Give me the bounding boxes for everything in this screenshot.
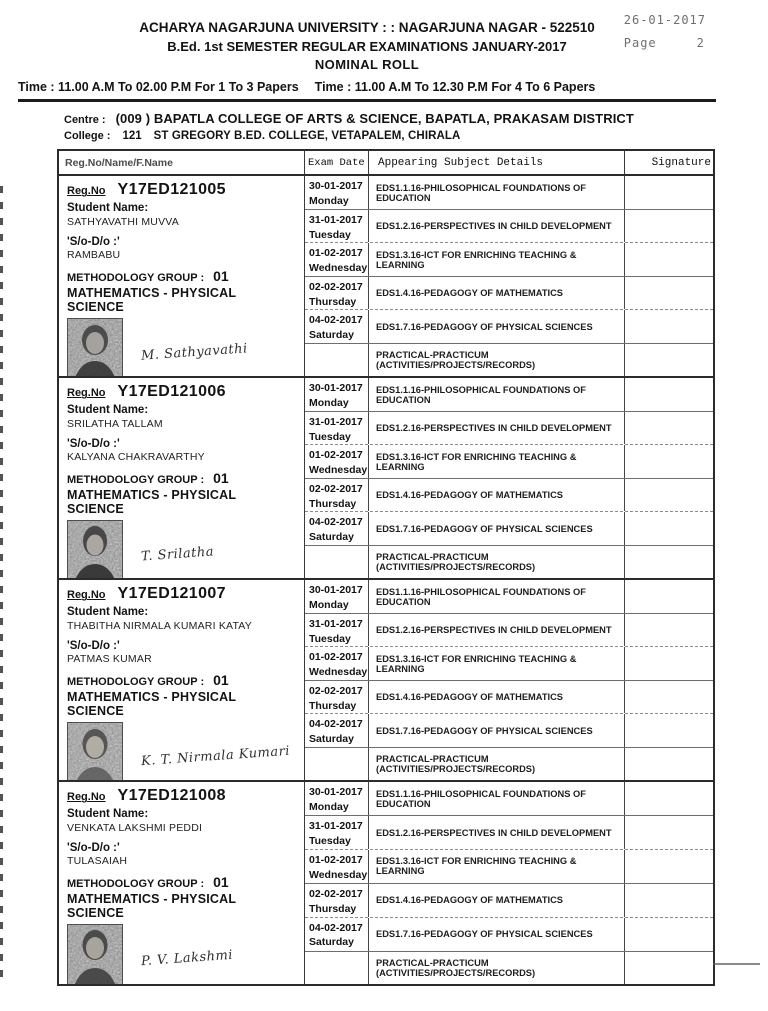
exam-date-cell bbox=[305, 748, 369, 781]
signature-cell bbox=[625, 580, 713, 613]
photo-signature-row bbox=[67, 722, 296, 780]
column-header-signature: Signature bbox=[651, 156, 711, 169]
relation-label: 'S/o-D/o :' bbox=[67, 438, 120, 451]
subject-cell: EDS1.7.16-PEDAGOGY OF PHYSICAL SCIENCES bbox=[369, 310, 625, 343]
exam-date-cell bbox=[305, 918, 369, 951]
regno-label: Reg.No bbox=[67, 185, 106, 198]
column-header-examdate: Exam Date bbox=[305, 151, 369, 174]
exam-day: Tuesday bbox=[309, 228, 351, 241]
exam-date: 01-02-2017 bbox=[309, 651, 363, 664]
exam-date: 04-02-2017 bbox=[309, 718, 363, 731]
reg-line bbox=[67, 585, 296, 603]
exam-day: Wednesday bbox=[309, 666, 368, 679]
relation-label: 'S/o-D/o :' bbox=[67, 236, 120, 249]
methodology-subjects: MATHEMATICS - PHYSICAL SCIENCE bbox=[67, 690, 236, 719]
signature-cell bbox=[625, 647, 713, 680]
student-record-row bbox=[59, 580, 713, 782]
exam-date-cell bbox=[305, 210, 369, 243]
exam-date: 02-02-2017 bbox=[309, 482, 363, 495]
subject-cell: EDS1.2.16-PERSPECTIVES IN CHILD DEVELOPMENT bbox=[369, 412, 625, 445]
exam-date-cell bbox=[305, 614, 369, 647]
signature-cell bbox=[625, 344, 713, 377]
nominal-roll-table bbox=[57, 149, 715, 986]
college-row bbox=[64, 130, 768, 142]
subject-cell: PRACTICAL-PRACTICUM (ACTIVITIES/PROJECTS/RECORDS) bbox=[369, 748, 625, 781]
exam-row bbox=[305, 714, 713, 748]
student-name-value: SATHYAVATHI MUVVA bbox=[67, 216, 179, 229]
subject-cell: EDS1.2.16-PERSPECTIVES IN CHILD DEVELOPMENT bbox=[369, 614, 625, 647]
exam-day: Monday bbox=[309, 195, 349, 208]
exam-date-cell bbox=[305, 378, 369, 411]
subject-cell: EDS1.3.16-ICT FOR ENRICHING TEACHING & LEARNING bbox=[369, 850, 625, 883]
exam-date: 01-02-2017 bbox=[309, 247, 363, 260]
exam-row bbox=[305, 614, 713, 648]
student-record-row bbox=[59, 782, 713, 984]
student-info-cell bbox=[59, 782, 305, 984]
exam-day: Saturday bbox=[309, 733, 354, 746]
subject-cell: EDS1.7.16-PEDAGOGY OF PHYSICAL SCIENCES bbox=[369, 714, 625, 747]
exam-date: 01-02-2017 bbox=[309, 449, 363, 462]
father-name-value: PATMAS KUMAR bbox=[67, 653, 152, 666]
exam-day: Wednesday bbox=[309, 868, 368, 881]
signature-cell bbox=[625, 479, 713, 512]
signature-cell bbox=[625, 884, 713, 917]
signature-cell bbox=[625, 748, 713, 781]
exam-date-cell bbox=[305, 952, 369, 985]
signature-cell bbox=[625, 546, 713, 579]
methodology-subjects: MATHEMATICS - PHYSICAL SCIENCE bbox=[67, 488, 236, 517]
roll-title: NOMINAL ROLL bbox=[314, 57, 420, 73]
print-date: 26-01-2017 bbox=[623, 13, 706, 27]
exam-day: Saturday bbox=[309, 329, 354, 342]
exam-rows bbox=[305, 176, 713, 376]
signature-cell bbox=[625, 614, 713, 647]
handwritten-signature: P. V. Lakshmi bbox=[140, 947, 234, 970]
centre-value: (009 ) BAPATLA COLLEGE OF ARTS & SCIENCE, BAPATLA, PRAKASAM DISTRICT bbox=[115, 111, 634, 127]
exam-title: B.Ed. 1st SEMESTER REGULAR EXAMINATIONS JANUARY-2017 bbox=[167, 38, 567, 54]
signature-cell bbox=[625, 681, 713, 714]
print-meta bbox=[624, 13, 706, 50]
exam-date: 30-01-2017 bbox=[309, 382, 363, 395]
exam-row bbox=[305, 378, 713, 412]
exam-date-cell bbox=[305, 714, 369, 747]
exam-day: Tuesday bbox=[309, 632, 351, 645]
handwritten-signature: T. Srilatha bbox=[140, 544, 215, 565]
exam-row bbox=[305, 681, 713, 715]
exam-row bbox=[305, 243, 713, 277]
signature-cell bbox=[625, 952, 713, 985]
column-header-subjects: Appearing Subject Details bbox=[369, 151, 625, 174]
student-info-cell bbox=[59, 176, 305, 376]
methodology-label: METHODOLOGY GROUP : bbox=[67, 474, 205, 487]
table-header-row bbox=[59, 151, 713, 176]
exam-row bbox=[305, 850, 713, 884]
student-name-value: SRILATHA TALLAM bbox=[67, 418, 163, 431]
exam-row bbox=[305, 816, 713, 850]
regno-value: Y17ED121007 bbox=[117, 585, 226, 603]
student-name-label: Student Name: bbox=[67, 202, 149, 215]
document-header bbox=[57, 0, 677, 73]
student-name-value: THABITHA NIRMALA KUMARI KATAY bbox=[67, 620, 252, 633]
exam-row bbox=[305, 277, 713, 311]
exam-row bbox=[305, 647, 713, 681]
signature-cell bbox=[625, 782, 713, 815]
exam-date: 01-02-2017 bbox=[309, 854, 363, 867]
regno-value: Y17ED121005 bbox=[117, 181, 226, 199]
exam-row bbox=[305, 344, 713, 377]
relation-label: 'S/o-D/o :' bbox=[67, 842, 120, 855]
exam-date: 31-01-2017 bbox=[309, 617, 363, 630]
exam-date: 04-02-2017 bbox=[309, 516, 363, 529]
exam-date: 02-02-2017 bbox=[309, 280, 363, 293]
exam-date-cell bbox=[305, 546, 369, 579]
student-photo bbox=[67, 318, 123, 376]
exam-date-cell bbox=[305, 445, 369, 478]
student-name-label: Student Name: bbox=[67, 404, 149, 417]
student-record-row bbox=[59, 176, 713, 378]
exam-date: 30-01-2017 bbox=[309, 180, 363, 193]
regno-label: Reg.No bbox=[67, 589, 106, 602]
exam-rows bbox=[305, 378, 713, 578]
regno-label: Reg.No bbox=[67, 387, 106, 400]
student-name-label: Student Name: bbox=[67, 606, 149, 619]
subject-cell: EDS1.7.16-PEDAGOGY OF PHYSICAL SCIENCES bbox=[369, 512, 625, 545]
subject-cell: EDS1.3.16-ICT FOR ENRICHING TEACHING & LEARNING bbox=[369, 647, 625, 680]
father-name-value: RAMBABU bbox=[67, 249, 121, 262]
photo-signature-row bbox=[67, 924, 296, 984]
methodology-label: METHODOLOGY GROUP : bbox=[67, 272, 205, 285]
university-title: ACHARYA NAGARJUNA UNIVERSITY : : NAGARJUNA NAGAR - 522510 bbox=[139, 20, 595, 35]
exam-time-row bbox=[18, 80, 716, 102]
exam-row bbox=[305, 176, 713, 210]
exam-day: Thursday bbox=[309, 902, 357, 915]
exam-row bbox=[305, 412, 713, 446]
student-name-label: Student Name: bbox=[67, 808, 149, 821]
centre-label: Centre : bbox=[64, 114, 106, 127]
exam-day: Tuesday bbox=[309, 430, 351, 443]
exam-date: 30-01-2017 bbox=[309, 584, 363, 597]
exam-day: Thursday bbox=[309, 699, 357, 712]
exam-day: Monday bbox=[309, 599, 349, 612]
college-value: ST GREGORY B.ED. COLLEGE, VETAPALEM, CHIRALA bbox=[153, 130, 461, 143]
exam-date-cell bbox=[305, 850, 369, 883]
page-number: 2 bbox=[696, 36, 705, 50]
exam-date: 02-02-2017 bbox=[309, 684, 363, 697]
father-name-value: KALYANA CHAKRAVARTHY bbox=[67, 451, 205, 464]
signature-cell bbox=[625, 918, 713, 951]
subject-cell: EDS1.2.16-PERSPECTIVES IN CHILD DEVELOPMENT bbox=[369, 210, 625, 243]
college-code: 121 bbox=[122, 130, 142, 143]
exam-row bbox=[305, 546, 713, 579]
student-photo bbox=[67, 722, 123, 780]
college-label: College : bbox=[64, 130, 111, 143]
exam-day: Monday bbox=[309, 397, 349, 410]
exam-day: Saturday bbox=[309, 531, 354, 544]
exam-row bbox=[305, 210, 713, 244]
methodology-group-value: 01 bbox=[213, 672, 229, 689]
regno-value: Y17ED121008 bbox=[117, 787, 226, 805]
exam-day: Saturday bbox=[309, 936, 354, 949]
exam-row bbox=[305, 479, 713, 513]
handwritten-signature: K. T. Nirmala Kumari bbox=[140, 743, 291, 770]
methodology-line bbox=[67, 874, 296, 890]
subject-cell: PRACTICAL-PRACTICUM (ACTIVITIES/PROJECTS/RECORDS) bbox=[369, 546, 625, 579]
methodology-subjects: MATHEMATICS - PHYSICAL SCIENCE bbox=[67, 286, 236, 315]
subject-cell: EDS1.1.16-PHILOSOPHICAL FOUNDATIONS OF EDUCATION bbox=[369, 176, 625, 209]
signature-cell bbox=[625, 378, 713, 411]
exam-row bbox=[305, 884, 713, 918]
exam-rows bbox=[305, 580, 713, 780]
subject-cell: EDS1.3.16-ICT FOR ENRICHING TEACHING & LEARNING bbox=[369, 243, 625, 276]
exam-row bbox=[305, 512, 713, 546]
exam-date-cell bbox=[305, 647, 369, 680]
exam-day: Monday bbox=[309, 801, 349, 814]
methodology-label: METHODOLOGY GROUP : bbox=[67, 878, 205, 891]
methodology-group-value: 01 bbox=[213, 470, 229, 487]
exam-date: 04-02-2017 bbox=[309, 314, 363, 327]
student-name-value: VENKATA LAKSHMI PEDDI bbox=[67, 822, 203, 835]
subject-cell: EDS1.4.16-PEDAGOGY OF MATHEMATICS bbox=[369, 277, 625, 310]
exam-date-cell bbox=[305, 816, 369, 849]
exam-day: Thursday bbox=[309, 295, 357, 308]
time-slot-2: Time : 11.00 A.M To 12.30 P.M For 4 To 6 Papers bbox=[314, 80, 596, 95]
subject-cell: PRACTICAL-PRACTICUM (ACTIVITIES/PROJECTS/RECORDS) bbox=[369, 344, 625, 377]
methodology-group-value: 01 bbox=[213, 874, 229, 891]
subject-cell: PRACTICAL-PRACTICUM (ACTIVITIES/PROJECTS/RECORDS) bbox=[369, 952, 625, 985]
exam-date-cell bbox=[305, 277, 369, 310]
signature-cell bbox=[625, 512, 713, 545]
signature-cell bbox=[625, 412, 713, 445]
methodology-line bbox=[67, 268, 296, 284]
exam-date-cell bbox=[305, 512, 369, 545]
regno-value: Y17ED121006 bbox=[117, 383, 226, 401]
page-label: Page bbox=[623, 36, 657, 50]
subject-cell: EDS1.2.16-PERSPECTIVES IN CHILD DEVELOPMENT bbox=[369, 816, 625, 849]
signature-cell bbox=[625, 243, 713, 276]
exam-day: Wednesday bbox=[309, 262, 368, 275]
exam-row bbox=[305, 918, 713, 952]
exam-row bbox=[305, 580, 713, 614]
exam-date: 31-01-2017 bbox=[309, 820, 363, 833]
methodology-group-value: 01 bbox=[213, 268, 229, 285]
subject-cell: EDS1.1.16-PHILOSOPHICAL FOUNDATIONS OF EDUCATION bbox=[369, 378, 625, 411]
student-info-cell bbox=[59, 378, 305, 578]
exam-date: 31-01-2017 bbox=[309, 415, 363, 428]
signature-cell bbox=[625, 445, 713, 478]
signature-cell bbox=[625, 714, 713, 747]
exam-row bbox=[305, 782, 713, 816]
exam-row bbox=[305, 952, 713, 985]
signature-cell bbox=[625, 816, 713, 849]
centre-row bbox=[64, 111, 768, 126]
exam-date-cell bbox=[305, 412, 369, 445]
methodology-label: METHODOLOGY GROUP : bbox=[67, 676, 205, 689]
column-header-regno: Reg.No/Name/F.Name bbox=[59, 151, 305, 174]
relation-label: 'S/o-D/o :' bbox=[67, 640, 120, 653]
page-indicator bbox=[624, 36, 706, 50]
signature-cell bbox=[625, 310, 713, 343]
student-photo bbox=[67, 924, 123, 984]
photo-signature-row bbox=[67, 520, 296, 578]
student-record-row bbox=[59, 378, 713, 580]
exam-day: Thursday bbox=[309, 497, 357, 510]
exam-date-cell bbox=[305, 243, 369, 276]
exam-row bbox=[305, 310, 713, 344]
subject-cell: EDS1.1.16-PHILOSOPHICAL FOUNDATIONS OF EDUCATION bbox=[369, 782, 625, 815]
exam-date: 04-02-2017 bbox=[309, 921, 363, 934]
reg-line bbox=[67, 787, 296, 805]
signature-cell bbox=[625, 850, 713, 883]
exam-date-cell bbox=[305, 681, 369, 714]
exam-date: 31-01-2017 bbox=[309, 213, 363, 226]
exam-date: 30-01-2017 bbox=[309, 786, 363, 799]
time-slot-1: Time : 11.00 A.M To 02.00 P.M For 1 To 3 Papers bbox=[18, 80, 299, 95]
subject-cell: EDS1.4.16-PEDAGOGY OF MATHEMATICS bbox=[369, 479, 625, 512]
exam-date-cell bbox=[305, 884, 369, 917]
exam-date-cell bbox=[305, 479, 369, 512]
exam-day: Wednesday bbox=[309, 464, 368, 477]
signature-cell bbox=[625, 277, 713, 310]
exam-date-cell bbox=[305, 344, 369, 377]
methodology-line bbox=[67, 470, 296, 486]
subject-cell: EDS1.1.16-PHILOSOPHICAL FOUNDATIONS OF EDUCATION bbox=[369, 580, 625, 613]
reg-line bbox=[67, 383, 296, 401]
student-photo bbox=[67, 520, 123, 578]
student-info-cell bbox=[59, 580, 305, 780]
exam-day: Tuesday bbox=[309, 834, 351, 847]
reg-line bbox=[67, 181, 296, 199]
handwritten-signature: M. Sathyavathi bbox=[140, 341, 249, 364]
photo-signature-row bbox=[67, 318, 296, 376]
subject-cell: EDS1.3.16-ICT FOR ENRICHING TEACHING & LEARNING bbox=[369, 445, 625, 478]
signature-cell bbox=[625, 176, 713, 209]
scan-edge-artifact bbox=[0, 186, 3, 986]
methodology-subjects: MATHEMATICS - PHYSICAL SCIENCE bbox=[67, 892, 236, 921]
signature-cell bbox=[625, 210, 713, 243]
exam-date-cell bbox=[305, 580, 369, 613]
exam-row bbox=[305, 445, 713, 479]
exam-date: 02-02-2017 bbox=[309, 887, 363, 900]
exam-date-cell bbox=[305, 782, 369, 815]
father-name-value: TULASAIAH bbox=[67, 855, 128, 868]
regno-label: Reg.No bbox=[67, 791, 106, 804]
subject-cell: EDS1.4.16-PEDAGOGY OF MATHEMATICS bbox=[369, 884, 625, 917]
exam-date-cell bbox=[305, 176, 369, 209]
exam-row bbox=[305, 748, 713, 781]
subject-cell: EDS1.4.16-PEDAGOGY OF MATHEMATICS bbox=[369, 681, 625, 714]
exam-rows bbox=[305, 782, 713, 984]
subject-cell: EDS1.7.16-PEDAGOGY OF PHYSICAL SCIENCES bbox=[369, 918, 625, 951]
scan-bottom-smear bbox=[713, 963, 760, 965]
exam-date-cell bbox=[305, 310, 369, 343]
methodology-line bbox=[67, 672, 296, 688]
